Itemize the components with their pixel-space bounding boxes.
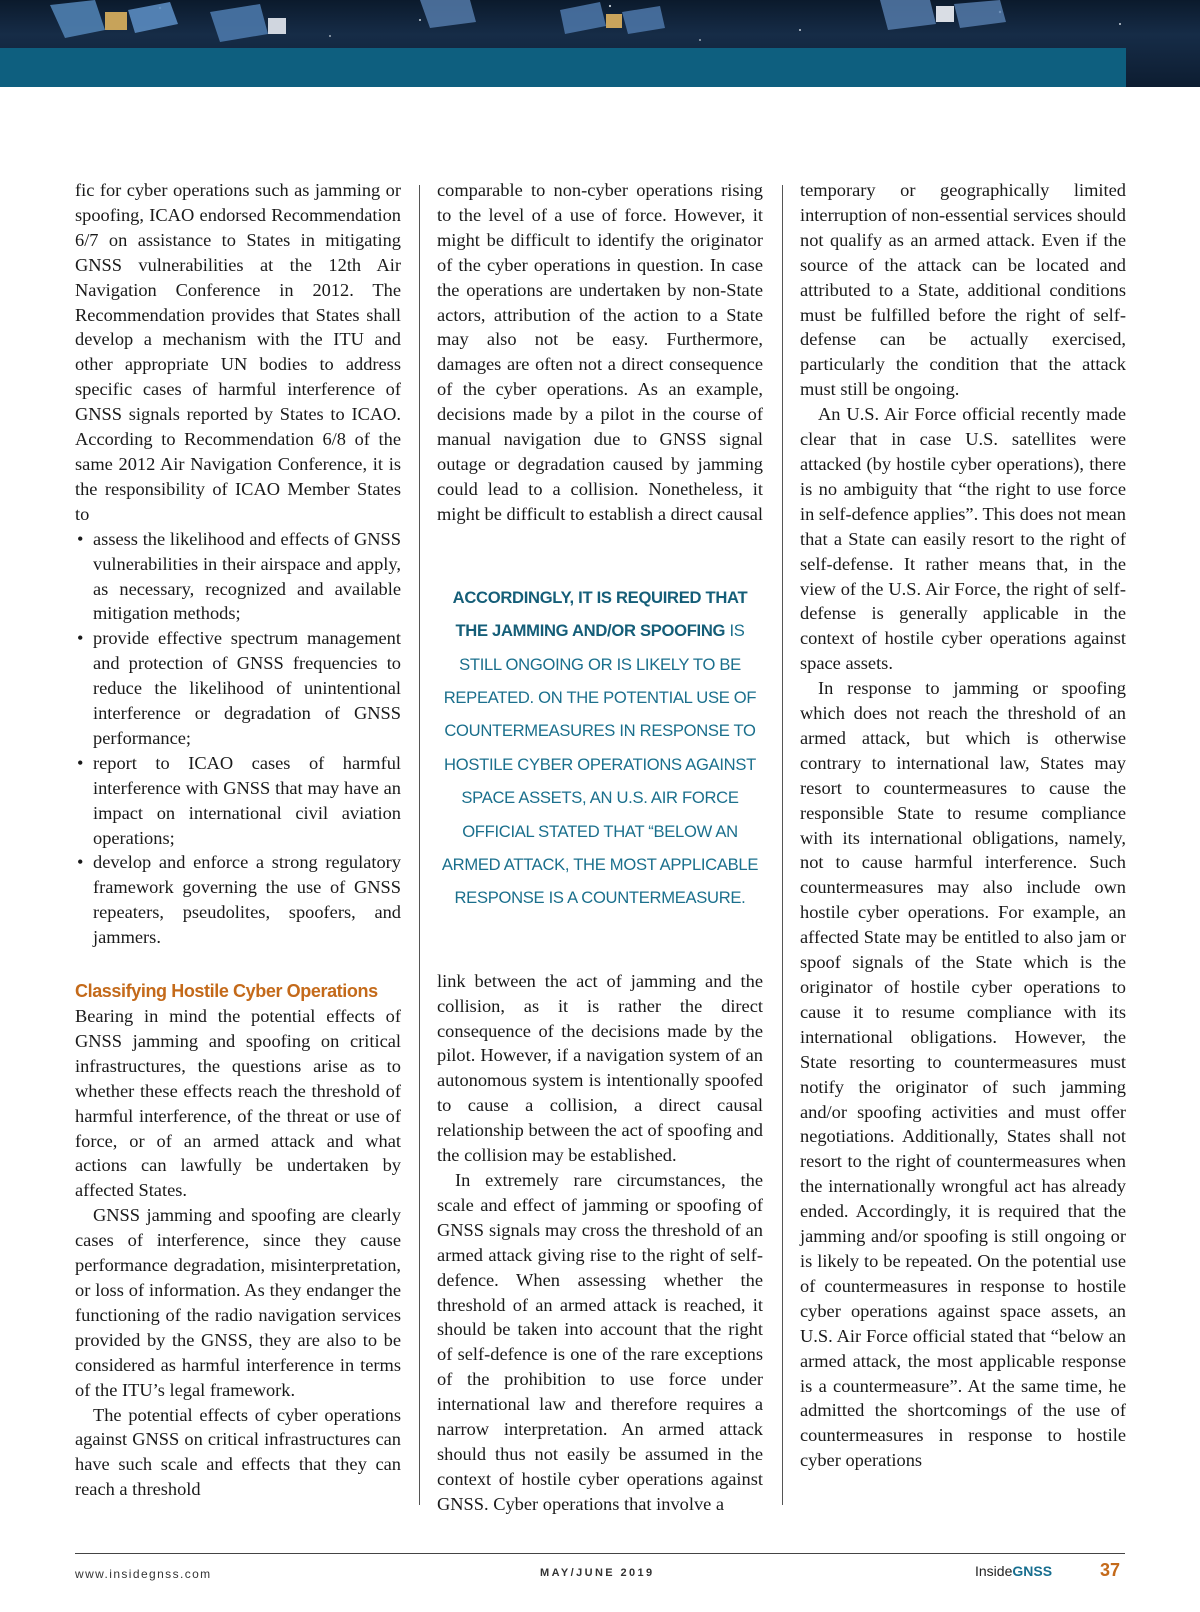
- column-divider: [419, 185, 420, 1505]
- satellite-illustration: [0, 0, 1200, 48]
- paragraph: comparable to non-cyber operations rising to the level of a use of force. However, it might be difficult to identify the originator of the cyber operations in question. In case the operations are undertaken by non-State actors, attribution of the action to a State may also not be easy. Furthermore, damages are often not a direct consequence of the cyber operations. As an example, decisions made by a pilot in the course of manual navigation due to GNSS signal outage or degradation caused by jamming could lead to a collision. Nonetheless, it might be difficult to establish a direct causal: [437, 180, 764, 524]
- bullet-list: [75, 527, 401, 950]
- column-divider: [782, 185, 783, 1505]
- paragraph: In extremely rare circumstances, the scale and effect of jamming or spoofing of GNSS signals may cross the threshold of an armed attack giving rise to the right of self-defence. When assessing whether the threshold of an armed attack is reached, it should be taken into account that the right of self-defence is one of the rare exceptions of the prohibition to use force under international law and therefore requires a narrow interpretation. An armed attack should thus not easily be assumed in the context of hostile cyber operations against GNSS. Cyber operations that involve a: [437, 1170, 763, 1514]
- banner-stripe: [0, 48, 1126, 87]
- paragraph: In response to jamming or spoofing which does not reach the threshold of an armed attack, but which is otherwise contrary to international law, States may resort to countermeasures to cause the responsible State to resume compliance with its international obligations, namely, not to cause harmful interference. Such countermeasures may also include own hostile cyber operations. For example, an affected State may be entitled to also jam or spoof signals of the State which is the originator of hostile cyber operations to cause it to resume compliance with its international obligations. However, the State resorting to countermeasures must notify the originator of such jamming and/or spoofing activities and must offer negotiations. Additionally, States shall not resort to the right of countermeasures when the internationally wrongful act has already ended. Accordingly, it is required that the jamming and/or spoofing is still ongoing or is likely to be repeated. On the potential use of countermeasures in response to hostile cyber operations against space assets, an U.S. Air Force official stated that “below an armed attack, the most applicable response is a countermeasure”. At the same time, he admitted the shortcomings of the use of countermeasures in response to hostile cyber operations: [800, 678, 1126, 1471]
- footer-url: www.insidegnss.com: [75, 1567, 212, 1581]
- article-column-2: [437, 178, 763, 1517]
- paragraph: The potential effects of cyber operations against GNSS on critical infrastructures can have such scale and effects that they can reach a threshold: [75, 1404, 401, 1500]
- article-column-1: [75, 178, 401, 1502]
- brand-inside: Inside: [975, 1563, 1013, 1579]
- page-number: 37: [1100, 1560, 1121, 1580]
- list-item: • provide effective spectrum management and protection of GNSS frequencies to reduce the likelihood of unintentional interference or degradation of GNSS performance;: [93, 626, 401, 751]
- pull-quote: [437, 581, 763, 915]
- list-item: • report to ICAO cases of harmful interference with GNSS that may have an impact on international civil aviation operations;: [93, 751, 401, 851]
- footer-issue-date: MAY/JUNE 2019: [540, 1567, 655, 1579]
- section-heading: Classifying Hostile Cyber Operations: [75, 981, 378, 1002]
- paragraph: An U.S. Air Force official recently made clear that in case U.S. satellites were attacked (by hostile cyber operations), there is no ambiguity that “the right to use force in self-defence applies”. This does not mean that a State can easily resort to the right of self-defense. It rather means that, in the view of the U.S. Air Force, the right of self-defense is generally applicable in the context of hostile cyber operations against space assets.: [800, 404, 1126, 674]
- paragraph: Bearing in mind the potential effects of GNSS jamming and spoofing on critical infrastructures, the questions arise as to whether these effects reach the threshold of harmful interference, of the threat or use of force, or of an armed attack and what actions can lawfully be undertaken by affected States.: [75, 1006, 401, 1201]
- list-item: • develop and enforce a strong regulatory framework governing the use of GNSS repeaters, pseudolites, spoofers, and jammers.: [93, 850, 401, 950]
- article-column-3: [800, 178, 1126, 1473]
- footer-rule: [75, 1553, 1125, 1554]
- pull-quote-lead: ACCORDINGLY, IT IS REQUIRED THAT THE JAMMING AND/OR SPOOFING: [452, 587, 748, 641]
- paragraph: fic for cyber operations such as jamming or spoofing, ICAO endorsed Recommendation 6/7 on assistance to States in mitigating GNSS vulnerabilities at the 12th Air Navigation Conference in 2012. The Recommendation provides that States shall develop a mechanism with the ITU and other appropriate UN bodies to address specific cases of harmful interference of GNSS signals reported by States to ICAO. According to Recommendation 6/8 of the same 2012 Air Navigation Conference, it is the responsibility of ICAO Member States to: [75, 180, 401, 524]
- paragraph: temporary or geographically limited interruption of non-essential services should not qualify as an armed attack. Even if the source of the attack can be located and attributed to a State, additional conditions must be fulfilled before the right of self-defense can be actually exercised, particularly the condition that the attack must still be ongoing.: [800, 180, 1126, 400]
- footer-brand: [975, 1563, 1052, 1587]
- list-item: • assess the likelihood and effects of GNSS vulnerabilities in their airspace and apply, as necessary, recognized and available mitigation methods;: [93, 527, 401, 627]
- paragraph: link between the act of jamming and the collision, as it is rather the direct consequence of the decisions made by the pilot. However, if a navigation system of an autonomous system is intentionally spoofed to cause a collision, a direct causal relationship between the act of spoofing and the collision may be established.: [437, 970, 763, 1166]
- header-banner: [0, 0, 1200, 87]
- pull-quote-text: IS STILL ONGOING OR IS LIKELY TO BE REPEATED. ON THE POTENTIAL USE OF COUNTERMEASURES IN RESPONSE TO HOSTILE CYBER OPERATIONS AGAINST SPACE ASSETS, AN U.S. AIR FORCE OFFICIAL STATED THAT “BELOW AN ARMED ATTACK, THE MOST APPLICABLE RESPONSE IS A COUNTERMEASURE.: [441, 621, 759, 908]
- paragraph: GNSS jamming and spoofing are clearly cases of interference, since they cause performance degradation, misinterpretation, or loss of information. As they endanger the functioning of the radio navigation services provided by the GNSS, they are also to be considered as harmful interference in terms of the ITU’s legal framework.: [75, 1205, 401, 1400]
- brand-gnss: GNSS: [1012, 1563, 1053, 1579]
